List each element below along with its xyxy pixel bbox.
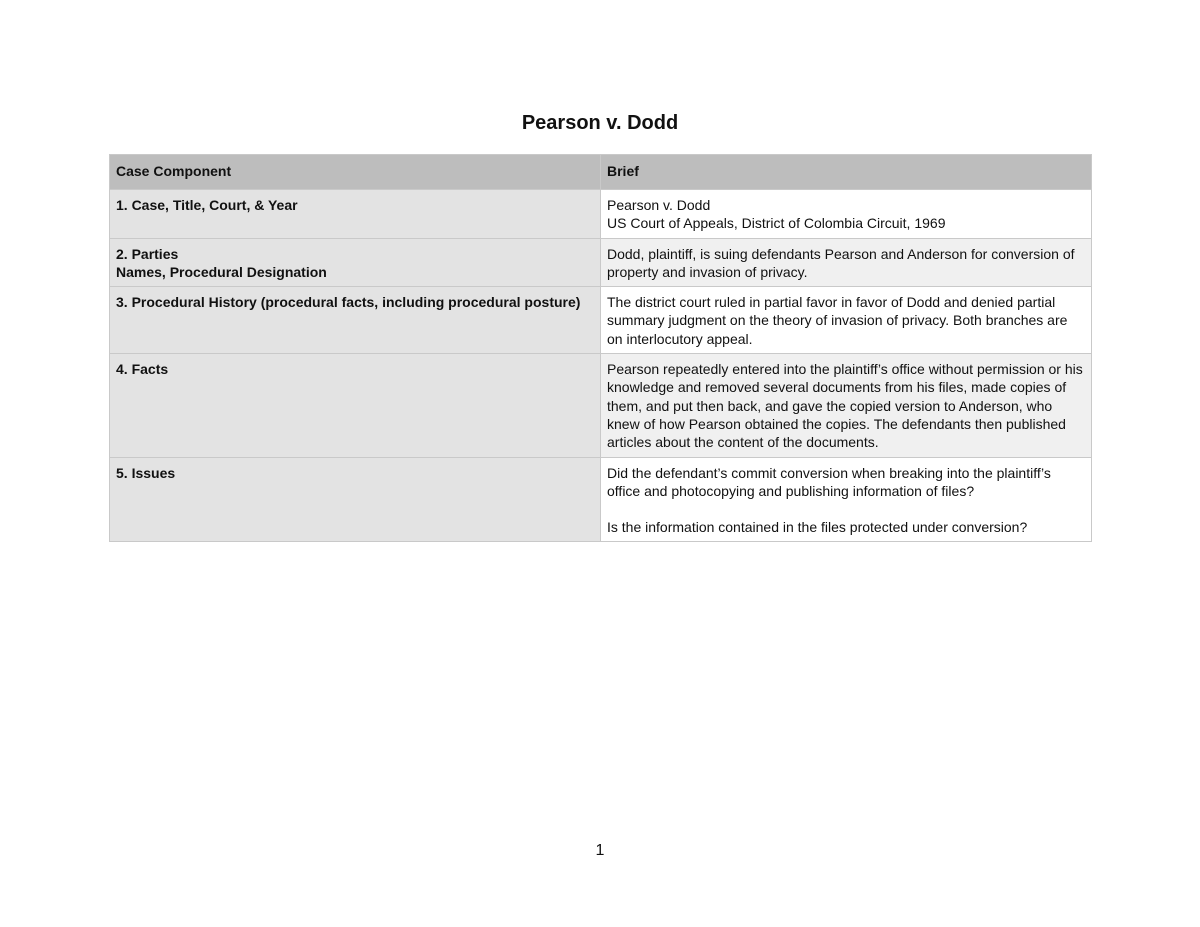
case-component-cell <box>110 238 601 287</box>
brief-cell <box>601 457 1092 542</box>
brief-text: Dodd, plaintiff, is suing defendants Pearson and Anderson for conversion of property and invasion of privacy. <box>607 245 1075 280</box>
table-row <box>110 457 1092 542</box>
case-component-text: 2. Parties <box>116 245 179 262</box>
case-component-text: 3. Procedural History (procedural facts, including procedural posture) <box>116 294 581 311</box>
table-row <box>110 238 1092 287</box>
case-component-subtext: Names, Procedural Designation <box>116 263 327 280</box>
page-title: Pearson v. Dodd <box>521 112 679 134</box>
brief-cell <box>601 238 1092 287</box>
table-row <box>110 190 1092 239</box>
case-component-cell <box>110 287 601 354</box>
brief-cell <box>601 190 1092 239</box>
case-brief-table <box>109 154 1092 542</box>
table-header-row <box>110 155 1092 190</box>
case-component-text: 4. Facts <box>116 361 169 378</box>
brief-cell <box>601 354 1092 457</box>
table-row <box>110 287 1092 354</box>
page-number: 1 <box>595 842 605 859</box>
column-header-brief: Brief <box>601 155 1092 190</box>
brief-text: The district court ruled in partial favor in favor of Dodd and denied partial summary judgment on the theory of invasion of privacy. Both branches are on interlocutory appeal. <box>607 294 1068 347</box>
table-row <box>110 354 1092 457</box>
case-component-text: 1. Case, Title, Court, & Year <box>116 197 298 213</box>
brief-text: Pearson v. Dodd <box>607 197 711 213</box>
case-component-cell <box>110 190 601 239</box>
case-component-cell <box>110 354 601 457</box>
brief-text: US Court of Appeals, District of Colombia Circuit, 1969 <box>607 215 946 232</box>
case-component-text: 5. Issues <box>116 464 176 481</box>
brief-cell <box>601 287 1092 354</box>
brief-text: Is the information contained in the files protected under conversion? <box>607 519 1028 536</box>
brief-text: Pearson repeatedly entered into the plaintiff’s office without permission or his knowledge and removed several documents from his files, made copies of them, and put then back, and gave the copied version to Anderson, who knew of how Pearson obtained the copies. The defendants then published articles about the content of the documents. <box>607 361 1083 451</box>
case-component-cell <box>110 457 601 542</box>
brief-text: Did the defendant’s commit conversion when breaking into the plaintiff’s office and photocopying and publishing information of files? <box>607 464 1051 499</box>
paragraph-gap <box>607 500 1085 518</box>
column-header-case-component: Case Component <box>110 155 601 190</box>
